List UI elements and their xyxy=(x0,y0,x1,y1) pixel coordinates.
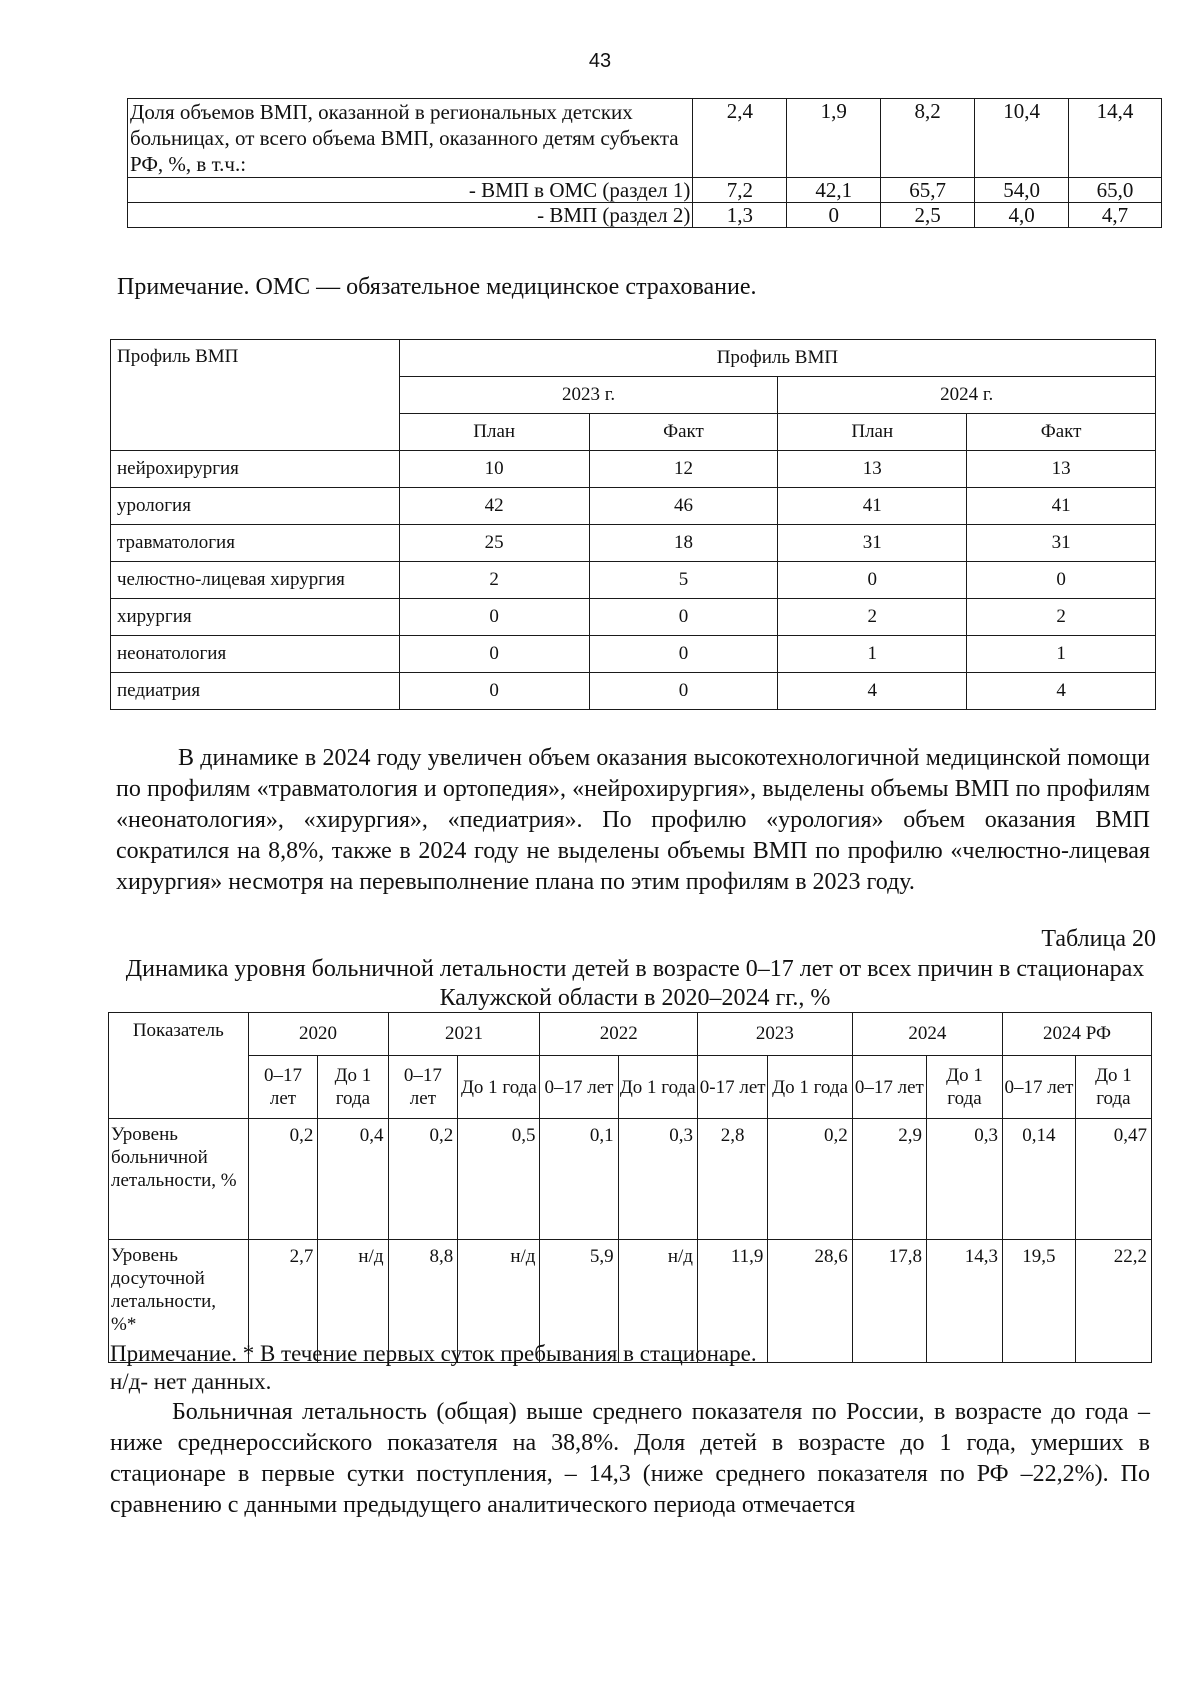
cell-value: 2,4 xyxy=(693,99,787,178)
table-header-row xyxy=(109,1056,1152,1119)
year-header: 2023 г. xyxy=(399,377,778,414)
cell-value: 2,5 xyxy=(881,203,975,228)
cell-value: 1 xyxy=(778,636,967,673)
row-label: нейрохирургия xyxy=(111,451,400,488)
age-header: 0–17 лет xyxy=(540,1056,618,1119)
table-row xyxy=(111,451,1156,488)
note-no-data: н/д- нет данных. xyxy=(110,1369,272,1394)
cell-value: 10,4 xyxy=(975,99,1069,178)
row-label: хирургия xyxy=(111,599,400,636)
cell-value: 0,3 xyxy=(618,1119,697,1240)
column-header: План xyxy=(778,414,967,451)
cell-value: 0,14 xyxy=(1003,1119,1076,1240)
cell-value: 46 xyxy=(589,488,778,525)
cell-value: 0 xyxy=(589,673,778,710)
cell-value: 10 xyxy=(399,451,589,488)
cell-value: н/д xyxy=(458,1240,540,1363)
row-label: урология xyxy=(111,488,400,525)
age-header: До 1 года xyxy=(618,1056,697,1119)
year-header: 2022 xyxy=(540,1013,697,1056)
cell-value: 0,4 xyxy=(318,1119,388,1240)
mortality-table xyxy=(108,1012,1152,1363)
cell-value: 0 xyxy=(787,203,881,228)
cell-value: 2 xyxy=(399,562,589,599)
cell-value: 14,3 xyxy=(926,1240,1002,1363)
cell-value: 0,47 xyxy=(1075,1119,1151,1240)
table-number: Таблица 20 xyxy=(1041,926,1156,952)
note-oms: Примечание. ОМС — обязательное медицинское страхование. xyxy=(117,274,757,300)
cell-value: 11,9 xyxy=(697,1240,767,1363)
table-header-row xyxy=(111,340,1156,377)
cell-value: 42,1 xyxy=(787,178,881,203)
vmp-share-table xyxy=(127,98,1162,228)
cell-value: 41 xyxy=(778,488,967,525)
row-label: челюстно-лицевая хирургия xyxy=(111,562,400,599)
column-header: Показатель xyxy=(109,1013,249,1119)
cell-value: 5,9 xyxy=(540,1240,618,1363)
table-row xyxy=(111,673,1156,710)
cell-value: 1,3 xyxy=(693,203,787,228)
paragraph-mortality xyxy=(110,1397,1150,1521)
cell-value: 65,0 xyxy=(1069,178,1162,203)
table-caption: Динамика уровня больничной летальности детей в возрасте 0–17 лет от всех причин в стационарах Калужской области в 2020–2024 гг., % xyxy=(125,956,1145,1011)
table-row xyxy=(128,178,1162,203)
row-label: травматология xyxy=(111,525,400,562)
cell-value: 5 xyxy=(589,562,778,599)
cell-value: 2,9 xyxy=(852,1119,926,1240)
vmp-profile-table xyxy=(110,339,1156,710)
cell-value: 18 xyxy=(589,525,778,562)
cell-value: 0,2 xyxy=(248,1119,318,1240)
cell-value: 0 xyxy=(967,562,1156,599)
row-label: Уровень больничной летальности, % xyxy=(109,1119,249,1240)
cell-value: 7,2 xyxy=(693,178,787,203)
cell-value: 0 xyxy=(399,673,589,710)
paragraph-dynamics xyxy=(116,743,1150,898)
cell-value: 0,5 xyxy=(458,1119,540,1240)
cell-value: 4 xyxy=(778,673,967,710)
age-header: 0–17 лет xyxy=(1003,1056,1076,1119)
paragraph-text: Больничная летальность (общая) выше среднего показателя по России, в возрасте до года – ниже среднероссийского показателя на 38,8%. Доля детей в возрасте до 1 года, умерших в стационаре в первые сутки поступления, – 14,3 (ниже среднего показателя по РФ –22,2%). По сравнению с данными предыдущего аналитического периода отмечается xyxy=(110,1399,1150,1518)
age-header: 0–17 лет xyxy=(388,1056,458,1119)
cell-value: 22,2 xyxy=(1075,1240,1151,1363)
cell-value: 8,2 xyxy=(881,99,975,178)
age-header: 0-17 лет xyxy=(697,1056,767,1119)
column-header: Профиль ВМП xyxy=(111,340,400,451)
year-header: 2024 г. xyxy=(778,377,1156,414)
cell-value: 4,7 xyxy=(1069,203,1162,228)
column-header: Факт xyxy=(589,414,778,451)
row-label: Доля объемов ВМП, оказанной в региональных детских больницах, от всего объема ВМП, оказанного детям субъекта РФ, %, в т.ч.: xyxy=(128,99,693,178)
table-row xyxy=(111,488,1156,525)
cell-value: 42 xyxy=(399,488,589,525)
cell-value: 0,2 xyxy=(388,1119,458,1240)
age-header: До 1 года xyxy=(458,1056,540,1119)
row-label: педиатрия xyxy=(111,673,400,710)
row-label: Уровень досуточной летальности, %* xyxy=(109,1240,249,1363)
cell-value: 1 xyxy=(967,636,1156,673)
cell-value: 17,8 xyxy=(852,1240,926,1363)
cell-value: 0 xyxy=(399,599,589,636)
cell-value: 54,0 xyxy=(975,178,1069,203)
column-header: Факт xyxy=(967,414,1156,451)
note-first-day: Примечание. * В течение первых суток пребывания в стационаре. xyxy=(110,1341,757,1366)
table-header-row xyxy=(109,1013,1152,1056)
age-header: 0–17 лет xyxy=(248,1056,318,1119)
cell-value: 14,4 xyxy=(1069,99,1162,178)
cell-value: 0,3 xyxy=(926,1119,1002,1240)
cell-value: 2 xyxy=(778,599,967,636)
cell-value: н/д xyxy=(618,1240,697,1363)
cell-value: 2,8 xyxy=(697,1119,767,1240)
paragraph-text: В динамике в 2024 году увеличен объем оказания высокотехнологичной медицинской помощи по профилям «травматология и ортопедия», «нейрохирургия», выделены объемы ВМП по профилям «неонатология», «хирургия», «педиатрия». По профилю «урология» объем оказания ВМП сократился на 8,8%, также в 2024 году не выделены объемы ВМП по профилю «челюстно-лицевая хирургия» несмотря на перевыполнение плана по этим профилям в 2023 году. xyxy=(116,745,1150,895)
cell-value: 8,8 xyxy=(388,1240,458,1363)
age-header: До 1 года xyxy=(926,1056,1002,1119)
cell-value: 31 xyxy=(967,525,1156,562)
table-row xyxy=(111,636,1156,673)
cell-value: 0 xyxy=(589,599,778,636)
year-header: 2023 xyxy=(697,1013,852,1056)
cell-value: 4 xyxy=(967,673,1156,710)
row-label: - ВМП (раздел 2) xyxy=(128,203,693,228)
age-header: До 1 года xyxy=(1075,1056,1151,1119)
age-header: До 1 года xyxy=(768,1056,852,1119)
cell-value: 4,0 xyxy=(975,203,1069,228)
cell-value: 13 xyxy=(778,451,967,488)
cell-value: 2 xyxy=(967,599,1156,636)
table-row xyxy=(111,562,1156,599)
year-header: 2020 xyxy=(248,1013,388,1056)
column-header: План xyxy=(399,414,589,451)
cell-value: 12 xyxy=(589,451,778,488)
table-row xyxy=(128,203,1162,228)
cell-value: 0,1 xyxy=(540,1119,618,1240)
year-header: 2024 xyxy=(852,1013,1002,1056)
age-header: До 1 года xyxy=(318,1056,388,1119)
cell-value: 28,6 xyxy=(768,1240,852,1363)
table-row xyxy=(109,1119,1152,1240)
cell-value: 41 xyxy=(967,488,1156,525)
cell-value: 19,5 xyxy=(1003,1240,1076,1363)
age-header: 0–17 лет xyxy=(852,1056,926,1119)
year-header: 2024 РФ xyxy=(1003,1013,1152,1056)
cell-value: 0 xyxy=(589,636,778,673)
row-label: неонатология xyxy=(111,636,400,673)
cell-value: 0 xyxy=(399,636,589,673)
cell-value: 13 xyxy=(967,451,1156,488)
page-number: 43 xyxy=(588,50,612,72)
row-label: - ВМП в ОМС (раздел 1) xyxy=(128,178,693,203)
cell-value: 31 xyxy=(778,525,967,562)
table-row xyxy=(128,99,1162,178)
table-row xyxy=(111,525,1156,562)
cell-value: н/д xyxy=(318,1240,388,1363)
cell-value: 2,7 xyxy=(248,1240,318,1363)
cell-value: 25 xyxy=(399,525,589,562)
cell-value: 0,2 xyxy=(768,1119,852,1240)
table-row xyxy=(111,599,1156,636)
cell-value: 0 xyxy=(778,562,967,599)
cell-value: 65,7 xyxy=(881,178,975,203)
cell-value: 1,9 xyxy=(787,99,881,178)
column-header: Профиль ВМП xyxy=(399,340,1155,377)
year-header: 2021 xyxy=(388,1013,540,1056)
